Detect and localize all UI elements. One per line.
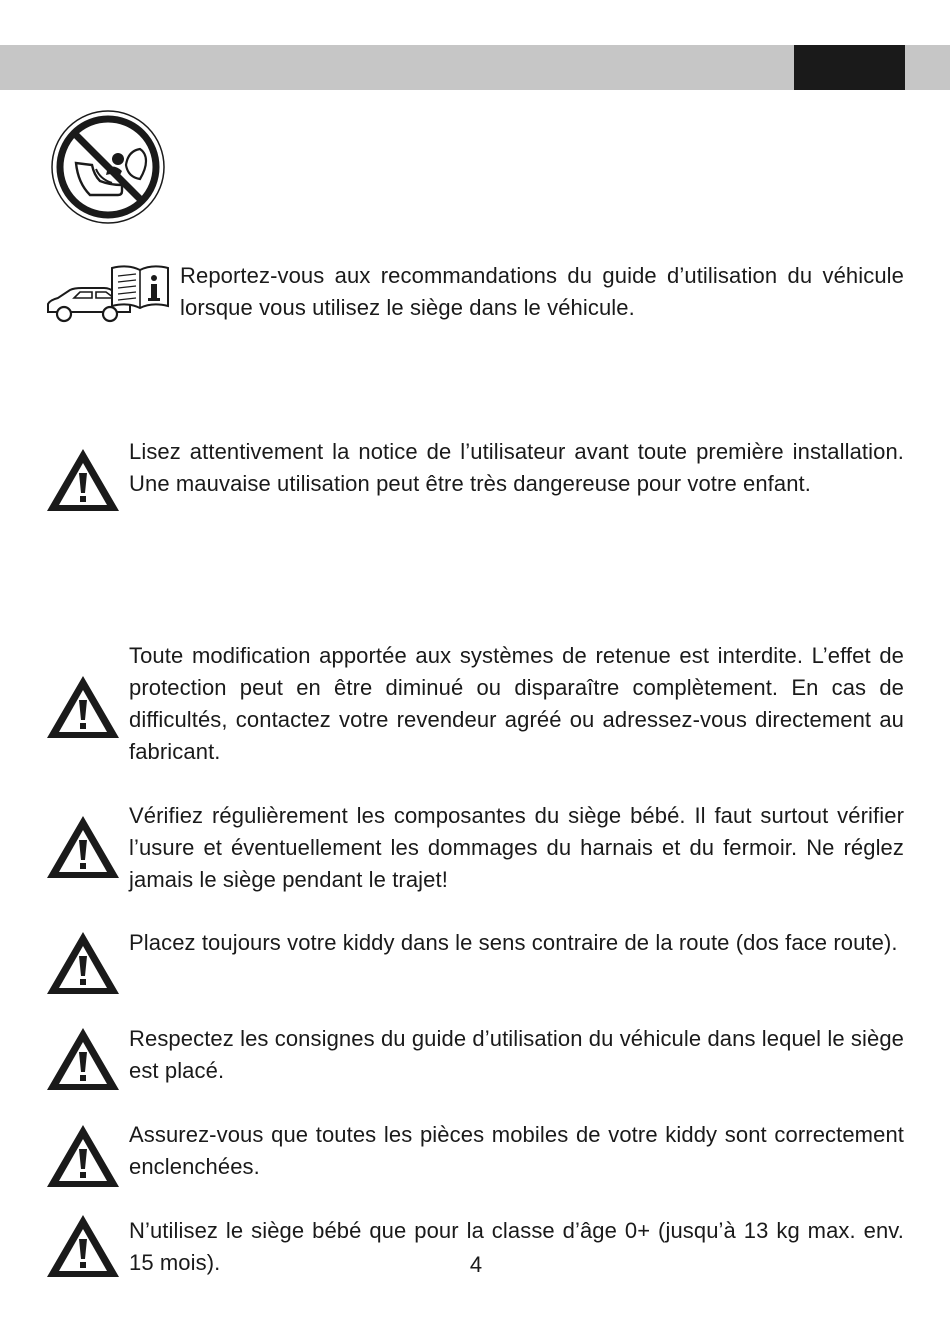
paragraph-vehicle-guide: Reportez-vous aux recommandations du guide d’utilisation du véhicule lorsque vous utilisez le siège dans le véhicule. bbox=[180, 263, 904, 320]
paragraph-rear-facing: Placez toujours votre kiddy dans le sens contraire de la route (dos face route). bbox=[129, 930, 898, 955]
paragraph-check-components: Vérifiez régulièrement les composantes du siège bébé. Il faut surtout vérifier l’usure et éventuellement les dommages du harnais et du fermoir. Ne réglez jamais le siège pendant le trajet! bbox=[129, 803, 904, 892]
warning-triangle-icon bbox=[45, 674, 121, 740]
warning-triangle-icon bbox=[45, 1123, 121, 1189]
paragraph-read-manual: Lisez attentivement la notice de l’utilisateur avant toute première installation. Une mauvaise utilisation peut être très dangereuse pour votre enfant. bbox=[129, 439, 904, 496]
paragraph-vehicle-instructions: Respectez les consignes du guide d’utilisation du véhicule dans lequel le siège est placé. bbox=[129, 1026, 904, 1083]
paragraph-no-modification: Toute modification apportée aux systèmes de retenue est interdite. L’effet de protection peut en être diminué ou disparaître complètement. En cas de difficultés, contactez votre revendeur agréé ou adressez-vous directement au fabricant. bbox=[129, 643, 904, 764]
warning-triangle-icon bbox=[45, 1026, 121, 1092]
header-tab bbox=[794, 45, 905, 90]
warning-triangle-icon bbox=[45, 1213, 121, 1279]
page-number: 4 bbox=[469, 1252, 483, 1277]
paragraph-moving-parts: Assurez-vous que toutes les pièces mobiles de votre kiddy sont correctement enclenchées. bbox=[129, 1122, 904, 1179]
warning-triangle-icon bbox=[45, 930, 121, 996]
car-manual-info-icon bbox=[44, 262, 174, 328]
warning-triangle-icon bbox=[45, 447, 121, 513]
no-airbag-prohibition-icon bbox=[50, 109, 166, 225]
warning-triangle-icon bbox=[45, 814, 121, 880]
paragraph-age-class: N’utilisez le siège bébé que pour la classe d’âge 0+ (jusqu’à 13 kg max. env. 15 mois). bbox=[129, 1218, 904, 1275]
